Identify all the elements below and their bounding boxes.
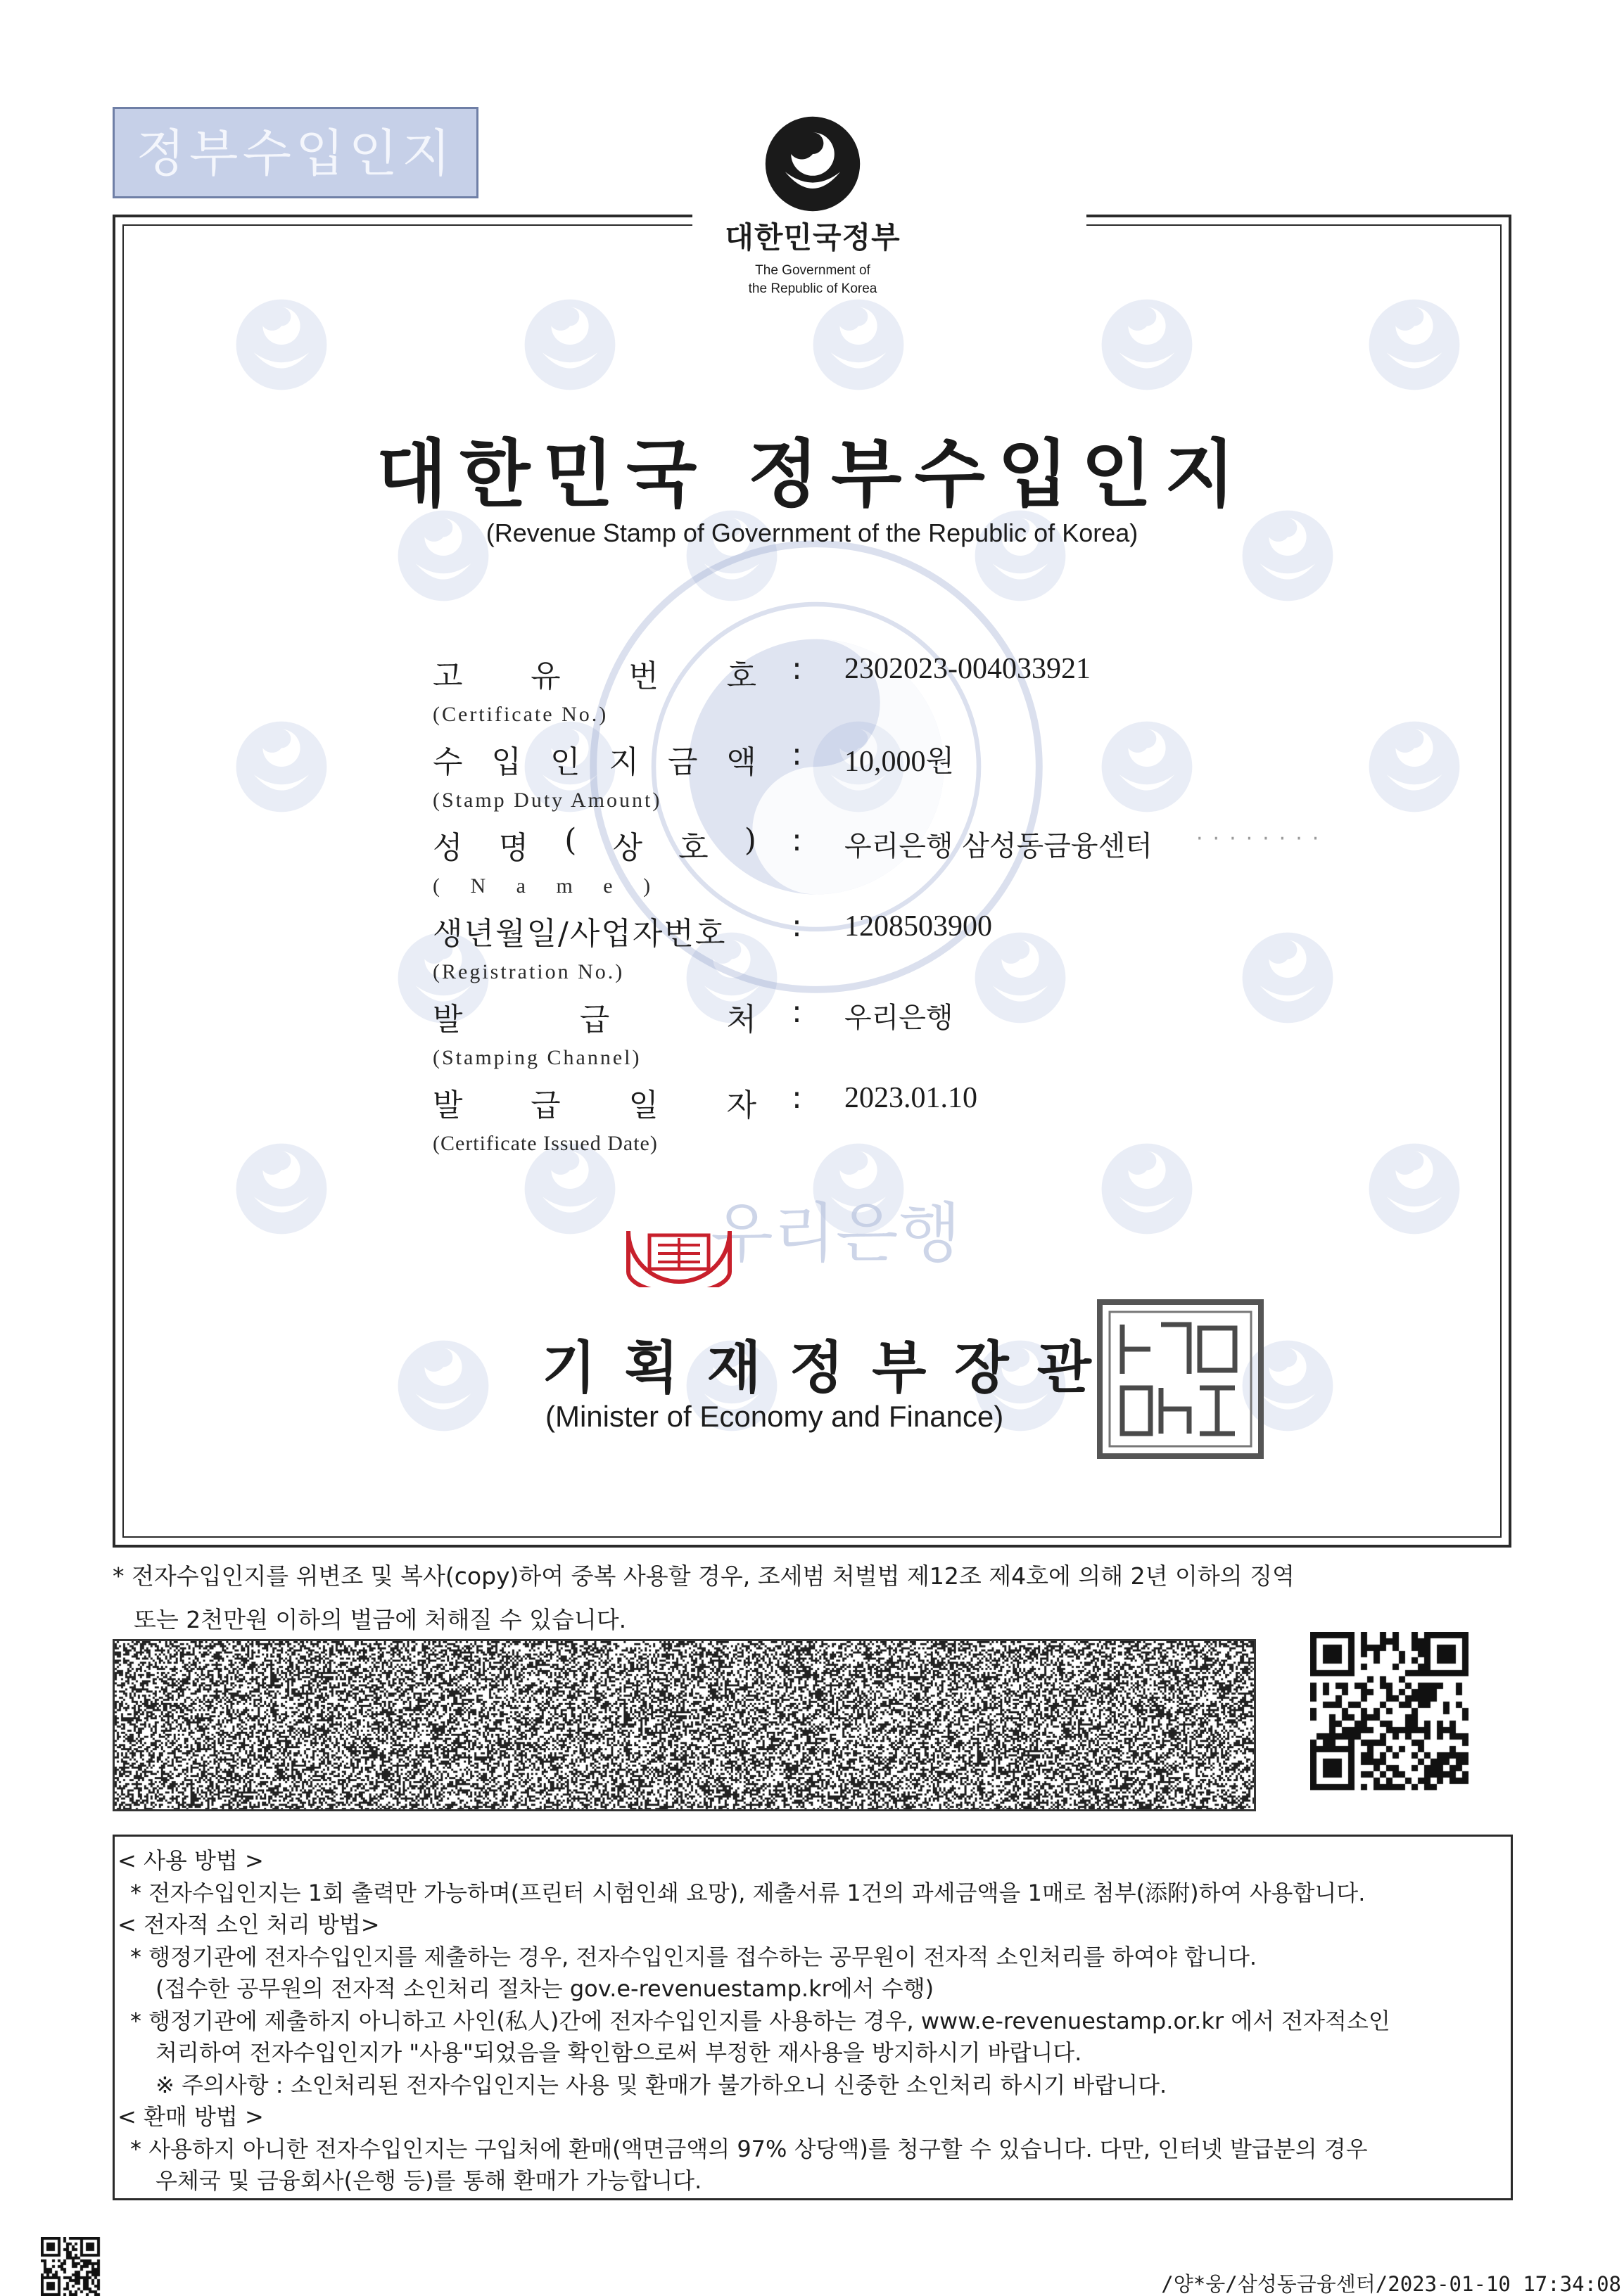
revenue-stamp-tag xyxy=(113,107,478,198)
watermark-bank-name: 우리은행 xyxy=(711,1196,961,1271)
watermark-emblem-icon xyxy=(232,1140,331,1238)
holder-name: 우리은행 삼성동금융센터 xyxy=(844,830,1153,862)
field-label: 수 입 인 지 금 액 xyxy=(433,744,756,780)
watermark-emblem-icon xyxy=(1098,295,1196,394)
government-name-korean: 대한민국정부 xyxy=(725,220,901,255)
field-stamp-amount: 수 입 인 지 금 액 (Stamp Duty Amount) : 10,000원 xyxy=(433,736,955,812)
field-label-english: ( N a m e ) xyxy=(433,874,664,898)
field-name: 성 명 ( 상 호 ) ( N a m e ) : 우리은행 삼성동금융센터 ········ xyxy=(433,822,1329,898)
field-issued-date: 발 급 일 자 (Certificate Issued Date) : 2023.01.10 xyxy=(433,1080,977,1155)
field-label: 고 유 번 호 xyxy=(433,658,756,694)
field-stamping-channel: 발 급 처 (Stamping Channel) : 우리은행 xyxy=(433,994,953,1069)
document-subtitle: (Revenue Stamp of Government of the Republic of Korea) xyxy=(486,518,1138,547)
issue-footer: /양*웅/삼성동금융센터/2023-01-10 17:34:08 xyxy=(1161,2272,1621,2296)
security-pattern xyxy=(113,1639,1256,1811)
field-certificate-no: 고 유 번 호 (Certificate No.) : 2302023-004033921 xyxy=(433,651,1091,726)
certificate-number: 2302023-004033921 xyxy=(844,653,1091,685)
field-label-english: (Certificate No.) xyxy=(433,703,609,726)
watermark-emblem-icon xyxy=(521,295,619,394)
stamp-amount: 10,000원 xyxy=(844,746,955,778)
document-title: 대한민국 정부수입인지 xyxy=(376,431,1248,517)
issuer-title-english: (Minister of Economy and Finance) xyxy=(545,1400,1004,1433)
watermark-emblem-icon xyxy=(232,718,331,816)
usage-instructions: < 사용 방법 > * 전자수입인지는 1회 출력만 가능하며(프린터 시험인쇄 요망), 제출서류 1건의 과세금액을 1매로 첨부(添附)하여 사용합니다. < 전자적 소인 처리 방법> * 행정기관에 전자수입인지를 제출하는 경우, 전자수입인지를 접수하는 공무원이 전자적 소인처리를 하여야 합니다. (접수한 공무원의 전자적 소인처리 절차는 gov.e-revenuestamp.kr에서 수행) * 행정기관에 제출하지 아니하고 사인(私人)간에 전자수입인지를 사용하는 경우, www.e-revenuestamp.or.kr 에서 전자적소인 처리하여 전자수입인지가 "사용"되었음을 확인함으로써 부정한 재사용을 방지하시기 바랍니다. ※ 주의사항 : 소인처리된 전자수입인지는 사용 및 환매가 불가하오니 신중한 소인처리 하시기 바랍니다. < 환매 방법 > * 사용하지 아니한 전자수입인지는 구입처에 환매(액면금액의 97% 상당액)를 청구할 수 있습니다. 다만, 인터넷 발급분의 경우 우체국 및 금융회사(은행 등)를 통해 환매가 가능합니다. xyxy=(113,1835,1513,2200)
issuer-title: 기획재정부장관 xyxy=(542,1335,1119,1401)
qr-code xyxy=(1310,1632,1483,1804)
field-label: 발 급 처 xyxy=(433,1002,756,1038)
watermark-emblem-icon xyxy=(1365,295,1464,394)
field-label-english: (Stamp Duty Amount) xyxy=(433,789,662,812)
field-label-english: (Stamping Channel) xyxy=(433,1046,642,1069)
small-qr-code xyxy=(41,2237,104,2296)
issued-date: 2023.01.10 xyxy=(844,1082,977,1114)
field-label-english: (Registration No.) xyxy=(433,960,625,983)
field-label: 발 급 일 자 xyxy=(433,1088,756,1123)
registration-number: 1208503900 xyxy=(844,910,992,943)
government-emblem-icon xyxy=(763,115,862,213)
watermark-emblem-icon xyxy=(809,295,908,394)
bank-seal-icon xyxy=(623,1217,735,1287)
stamping-channel: 우리은행 xyxy=(844,1002,953,1034)
government-name-english: The Government of the Republic of Korea xyxy=(748,263,877,296)
field-registration-no: 생년월일/사업자번호 (Registration No.) : 1208503900 xyxy=(433,908,992,983)
field-label: 성 명 ( 상 호 ) xyxy=(433,822,756,866)
watermark-emblem-icon xyxy=(232,295,331,394)
watermark-emblem-icon xyxy=(394,1337,493,1435)
field-label: 생년월일/사업자번호 xyxy=(433,916,727,952)
field-label-english: (Certificate Issued Date) xyxy=(433,1132,658,1155)
official-seal-icon xyxy=(1094,1296,1267,1462)
certificate-fields xyxy=(433,651,1453,1166)
tag-text: 정부수입인지 xyxy=(136,124,455,183)
warning-notice: * 전자수입인지를 위변조 및 복사(copy)하여 중복 사용할 경우, 조세범 처벌법 제12조 제4호에 의해 2년 이하의 징역 또는 2천만원 이하의 벌금에 처해질 수 있습니다. xyxy=(113,1562,1295,1633)
